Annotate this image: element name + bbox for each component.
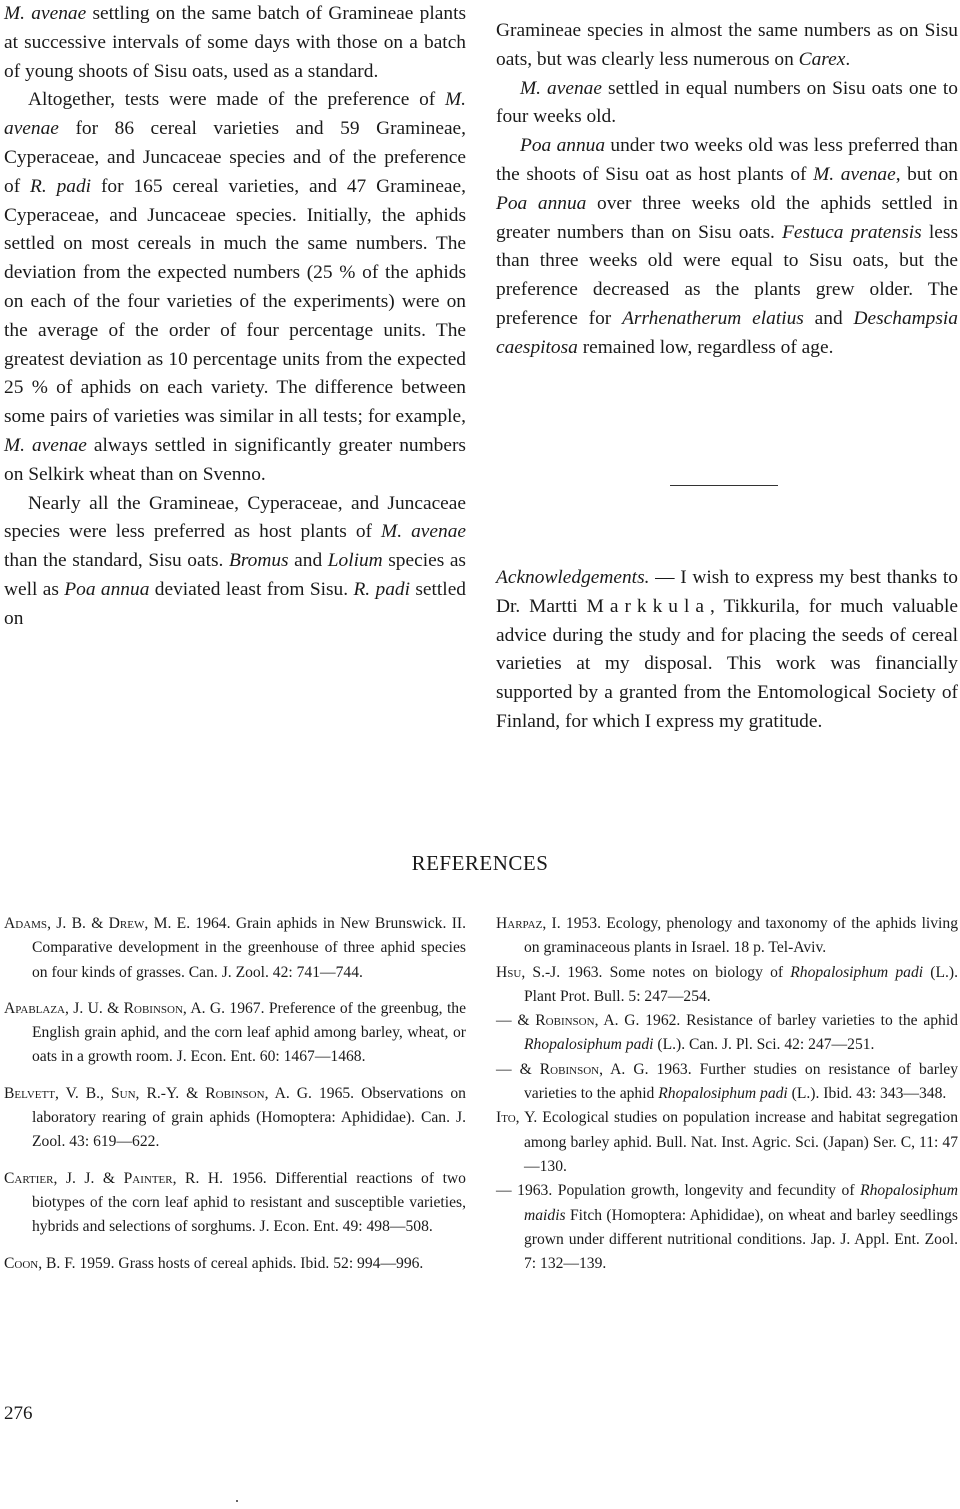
acknowledgements-paragraph: Acknowledgements. — I wish to express my best thanks to Dr. Martti Markkula, Tikkurila, for much valuable advice during the study and for placing the seeds of cereal varieties at my disposal. This work was financially supported by a granted from the Entomological Society of Finland, for which I express my gratitude. bbox=[496, 567, 958, 732]
reference-entry: Coon, B. F. 1959. Grass hosts of cereal aphids. Ibid. 52: 994—996. bbox=[4, 1254, 424, 1272]
paragraph: M. avenae settled in equal numbers on Sisu oats one to four weeks old. bbox=[496, 77, 958, 128]
reference-entry: — 1963. Population growth, longevity and fecundity of Rhopalosiphum maidis Fitch (Homoptera: Aphididae), on wheat and barley seedlings grown under different nutritional conditions. Jap. J. Appl. Ent. Zool. 7: 132—139. bbox=[496, 1182, 958, 1273]
paragraph: Gramineae species in almost the same numbers as on Sisu oats, but was clearly less numerous on Carex. bbox=[496, 20, 958, 70]
scan-speck bbox=[236, 1500, 238, 1502]
reference-entry: Harpaz, I. 1953. Ecology, phenology and taxonomy of the aphids living on graminaceous plants in Israel. 18 p. Tel-Aviv. bbox=[496, 915, 958, 957]
reference-entry: Ito, Y. Ecological studies on population increase and habitat segregation among barley aphid. Bull. Nat. Inst. Agric. Sci. (Japan) Ser. C, 11: 47—130. bbox=[496, 1109, 958, 1175]
reference-entry: Apablaza, J. U. & Robinson, A. G. 1967. Preference of the greenbug, the English grain aphid, and the corn leaf aphid among barley, wheat, or oats in a growth room. J. Econ. Ent. 60: 1467—1468. bbox=[4, 999, 466, 1066]
page-number: 276 bbox=[4, 1403, 33, 1424]
reference-entry: — & Robinson, A. G. 1962. Resistance of barley varieties to the aphid Rhopalosiphum padi (L.). Can. J. Pl. Sci. 42: 247—251. bbox=[496, 1012, 958, 1054]
reference-entry: Hsu, S.-J. 1963. Some notes on biology of Rhopalosiphum padi (L.). Plant Prot. Bull. 5: 247—254. bbox=[496, 963, 958, 1005]
paragraph: Altogether, tests were made of the preference of M. avenae for 86 cereal varieties and 59 Gramineae, Cyperaceae, and Juncaceae species and of the preference of R. padi for 165 cereal varieties, and 47 Gramineae, Cyperaceae, and Juncaceae species. Initially, the aphids settled on most cereals in much the same numbers. The deviation from the expected numbers (25 % of the aphids on each of the four varieties of the experiments) were on the average of the order of four percentage units. The greatest deviation as 10 percentage units from the expected 25 % of aphids on each variety. The difference between some pairs of varieties was similar in all tests; for example, M. avenae always settled in significantly greater numbers on Selkirk wheat than on Svenno. bbox=[4, 89, 466, 485]
references-right-column bbox=[496, 912, 958, 1276]
acknowledgements bbox=[496, 564, 958, 737]
section-divider bbox=[670, 485, 778, 486]
paragraph: Poa annua under two weeks old was less preferred than the shoots of Sisu oat as host plants of M. avenae, but on Poa annua over three weeks old the aphids settled in greater numbers than on Sisu oats. Festuca pratensis less than three weeks old were equal to Sisu oats, but the preference decreased as the plants grew older. The preference for Arrhenatherum elatius and Deschampsia caespitosa remained low, regardless of age. bbox=[496, 135, 958, 358]
paragraph: Nearly all the Gramineae, Cyperaceae, and Juncaceae species were less preferred as host plants of M. avenae than the standard, Sisu oats. Bromus and Lolium species as well as Poa annua deviated least from Sisu. R. padi settled on bbox=[4, 492, 466, 629]
reference-entry: Belvett, V. B., Sun, R.-Y. & Robinson, A. G. 1965. Observations on laboratory rearing of grain aphids (Homoptera: Aphididae). Can. J. Zool. 43: 619—622. bbox=[4, 1084, 466, 1151]
reference-entry: Adams, J. B. & Drew, M. E. 1964. Grain aphids in New Brunswick. II. Comparative development in the greenhouse of three aphid species on four kinds of grasses. Can. J. Zool. 42: 741—744. bbox=[4, 915, 466, 981]
reference-entry: Cartier, J. J. & Painter, R. H. 1956. Differential reactions of two biotypes of the corn leaf aphid to resistant and susceptible varieties, hybrids and selections of sorghums. J. Econ. Ent. 49: 498—508. bbox=[4, 1169, 466, 1236]
body-left-column bbox=[4, 0, 466, 634]
references-heading: REFERENCES bbox=[411, 851, 549, 875]
paragraph: M. avenae settling on the same batch of Gramineae plants at successive intervals of some days with those on a batch of young shoots of Sisu oats, used as a standard. bbox=[4, 3, 466, 82]
references-left-column bbox=[4, 912, 466, 1288]
body-right-column bbox=[496, 17, 958, 363]
reference-entry: — & Robinson, A. G. 1963. Further studies on resistance of barley varieties to the aphid Rhopalosiphum padi (L.). Ibid. 43: 343—348. bbox=[496, 1060, 958, 1103]
